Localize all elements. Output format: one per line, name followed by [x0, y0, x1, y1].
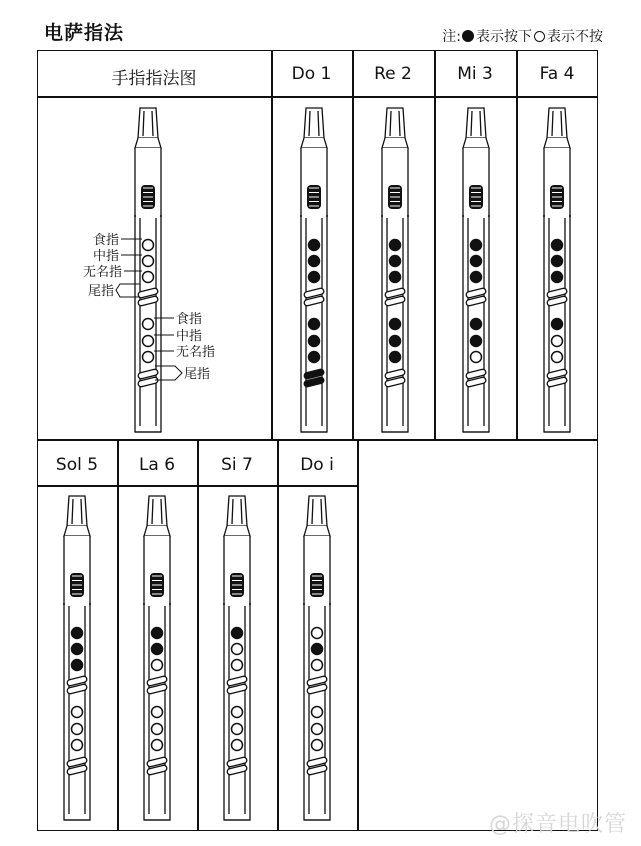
label-upper-index: 食指	[92, 233, 119, 248]
page-title: 电萨指法	[44, 22, 125, 44]
label-lower-index: 食指	[176, 312, 203, 327]
note-header-re2: Re 2	[374, 64, 412, 84]
label-upper-middle: 中指	[92, 249, 119, 264]
note-header-la6: La 6	[138, 455, 176, 475]
label-upper-pinky: 尾指	[87, 284, 114, 299]
legend-filled-text: 表示按下	[476, 29, 532, 45]
note-header-mi3: Mi 3	[457, 64, 493, 84]
note-header-sol5: Sol 5	[55, 455, 99, 475]
legend-prefix: 注:	[442, 29, 461, 45]
label-lower-ring: 无名指	[176, 345, 216, 360]
note-header-do-high: Do i	[300, 455, 334, 475]
diagram-header: 手指指法图	[111, 69, 197, 89]
note-header-si7: Si 7	[221, 455, 253, 475]
watermark: @探音电吹管	[488, 812, 627, 837]
label-lower-pinky: 尾指	[184, 367, 211, 382]
label-lower-middle: 中指	[176, 329, 203, 344]
label-upper-ring: 无名指	[82, 265, 122, 280]
note-header-fa4: Fa 4	[539, 64, 575, 84]
note-header-do1: Do 1	[291, 64, 332, 84]
legend-open-text: 表示不按	[547, 29, 603, 45]
